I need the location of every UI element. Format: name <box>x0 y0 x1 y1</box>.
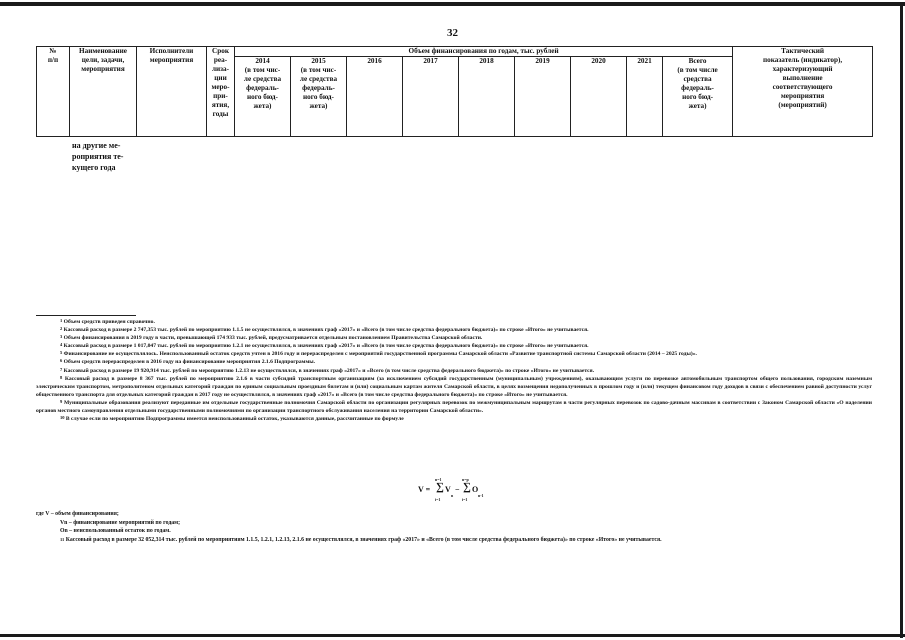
footnote: $^{10}$ В случае если по мероприятию Подпрограммы имеется неиспользованный остаток, указываются данные, рассчитанные по формуле <box>60 415 404 423</box>
continuation-text: на другие ме- роприятия те- кущего года <box>72 141 124 172</box>
header-term: Срок реа- лиза- ции меро- при- ятия, годы <box>207 47 235 137</box>
header-name: Наименование цели, задачи, мероприятия <box>70 47 137 137</box>
footnote: $^1$ Объем средств приведен справочно. <box>60 318 155 325</box>
legend-item: Vn – финансирование мероприятий по годам; <box>60 519 181 526</box>
footnote: $^5$ Финансирование не осуществлялось. Неиспользованный остаток средств учтен в 2016 году и перераспределен с мероприятий государственной программы Самарской области «Развитие транспортной системы Самарской области (2014 – 2025 годы)». <box>60 350 697 358</box>
header-executors: Исполнители мероприятия <box>137 47 207 137</box>
legend-intro: где V – объем финансирования; <box>36 511 119 517</box>
funding-table <box>36 46 873 137</box>
footnote: $^8$ Кассовый расход в размере 8 367 тыс. рублей по мероприятию 2.1.6 в части субсидий транспортным организациям (за исключением субсидий государственным (муниципальным) учреждениям), оказывающим услуги по перевозке автомобильным транспортом общего пользования, городским наземным электрическим транспортом, метрополитеном отдельных категорий граждан по единым социальным проездным билетам и (или) социальным картам жителя Самарской области, в целях возмещения недополученных в прошлом году и (или) текущем финансовом году доходов в связи с обеспечением равной доступности услуг общественного транспорта для отдельных категорий граждан в 2017 году не осуществлялся, в значениях граф «2017» и «Всего (в том числе средства федерального бюджета)» по строке «Итого» не учитывается. <box>36 374 872 398</box>
footnote: $^4$ Кассовый расход в размере 1 017,047 тыс. рублей по мероприятию 1.2.1 не осуществлялся, в значениях граф «2017» и «Всего (в том числе средства федерального бюджета)» по строке «Итого» не учитывается. <box>60 342 589 350</box>
footnote: $^3$ Объем финансирования в 2019 году в части, превышающей 174 933 тыс. рублей, предусматривается отдельным постановлением Правительства Самарской области. <box>60 334 483 342</box>
sum-symbol: ∑ <box>463 481 471 493</box>
header-year-2014: 2014 (в том чис- ле средства федераль- ного бюд- жета) <box>235 57 291 137</box>
sum-symbol: ∑ <box>436 481 444 493</box>
header-year-2019: 2019 <box>515 57 571 137</box>
header-year-2016: 2016 <box>347 57 403 137</box>
page-number: 32 <box>447 27 458 39</box>
footnote: $^2$ Кассовый расход в размере 2 747,353 тыс. рублей по мероприятию 1.1.5 не осуществлялся, в значениях граф «2017» и «Всего (в том числе средства федерального бюджета)» по строке «Итого» не учитывается. <box>60 326 589 334</box>
footnote: $^9$ Муниципальные образования реализуют переданные им отдельные государственные полномочия Самарской области по организации регулярных перевозок по межмуниципальным маршрутам в части регулярных перевозок по садово-дачным массивам в соответствии с Законом Самарской области «О наделении органов местного самоуправления отдельными государственными полномочиями по организации транспортного обслуживания населения на территории Самарской области». <box>36 398 872 415</box>
page-top-border <box>0 2 905 6</box>
header-total: Всего (в том числе средства федераль- ного бюд- жета) <box>663 57 733 137</box>
header-indicator: Тактический показатель (индикатор), характеризующий выполнение соответствующего мероприятия (мероприятий) <box>733 47 873 137</box>
header-funding: Объем финансирования по годам, тыс. рублей <box>235 47 733 57</box>
footnotes <box>36 318 872 423</box>
header-year-2015: 2015 (в том чис- ле средства федераль- ного бюд- жета) <box>291 57 347 137</box>
page-right-border <box>900 2 903 638</box>
page-bottom-border <box>0 634 905 637</box>
legend-item: On – неиспользованный остаток по годам. <box>60 528 171 535</box>
formula: V = n=1 ∑ i=1 V n − n=p ∑ i=1 O n-1 <box>418 477 484 502</box>
header-year-2018: 2018 <box>459 57 515 137</box>
header-year-2017: 2017 <box>403 57 459 137</box>
footnote: $^6$ Объем средств перераспределен в 2016 году на финансирование мероприятия 2.1.6 Подпрограммы. <box>60 358 316 366</box>
header-year-2020: 2020 <box>571 57 627 137</box>
header-num: № п/п <box>37 47 70 137</box>
footnote: $^7$ Кассовый расход в размере 19 920,914 тыс. рублей по мероприятию 1.2.13 не осуществлялся, в значениях граф «2017» и «Всего (в том числе средства федерального бюджета)» по строке «Итого» не учитывается. <box>60 366 595 374</box>
footnote-separator <box>36 315 136 316</box>
formula-legend <box>36 510 872 544</box>
header-year-2021: 2021 <box>627 57 663 137</box>
footnote: $^{11}$ Кассовый расход в размере 32 052,314 тыс. рублей по мероприятиям 1.1.5, 1.2.1, 1.2.13, 2.1.6 не осуществлялся, в значениях граф «2017» и «Всего (в том числе средства федерального бюджета)» по строке «Итого» не учитывается. <box>60 536 662 543</box>
